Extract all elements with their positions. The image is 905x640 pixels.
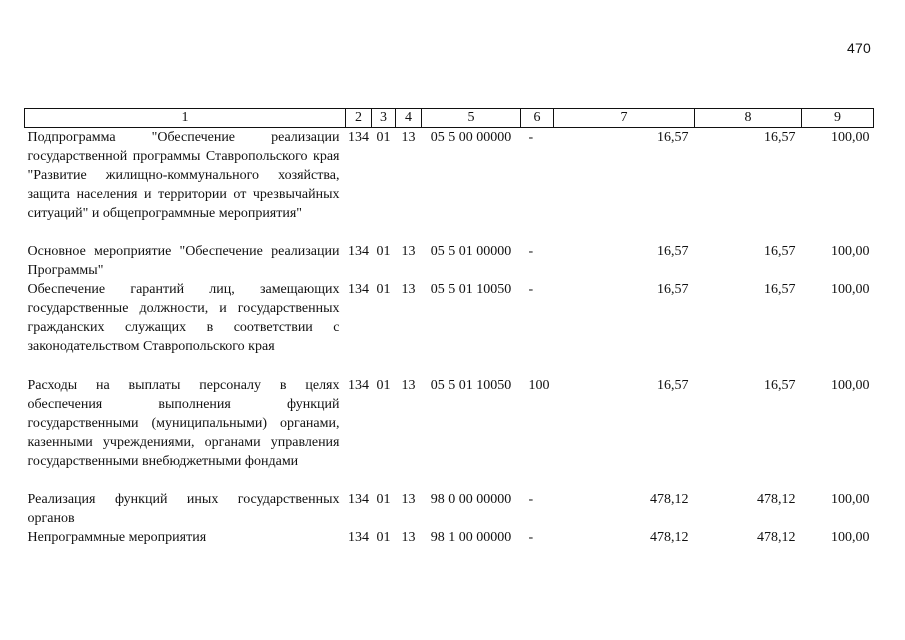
row-amount-planned: 16,57: [657, 244, 689, 259]
table-row: [25, 490, 874, 528]
row-name: Расходы на выплаты персоналу в целях обеспечения выполнения функций государственными (муниципальными) органами, казенными учреждениями, органами управления государственными внебюджетными фондами: [27, 378, 340, 469]
row-amount-executed: 16,57: [764, 130, 796, 145]
page-number: 470: [847, 40, 871, 56]
row-expense-type: -: [528, 244, 534, 259]
row-amount-planned: 478,12: [650, 530, 689, 545]
header-col-4: 4: [396, 109, 422, 128]
row-name: Основное мероприятие "Обеспечение реализации Программы": [27, 244, 340, 278]
row-ministry-code: 134: [348, 378, 369, 393]
row-amount-executed: 16,57: [764, 244, 796, 259]
row-section-code: 01: [376, 492, 391, 507]
row-target-code: 05 5 01 10050: [430, 378, 512, 393]
table-row: [25, 376, 874, 490]
row-ministry-code: 134: [348, 244, 369, 259]
row-subsection-code: 13: [401, 492, 416, 507]
header-col-1: 1: [25, 109, 346, 128]
row-amount-executed: 478,12: [757, 492, 796, 507]
row-percent: 100,00: [831, 130, 870, 145]
row-expense-type: -: [528, 282, 534, 297]
row-name: Обеспечение гарантий лиц, замещающих государственные должности, и государственных гражданских служащих в соответствии с законодательством Ставропольского края: [27, 282, 340, 354]
header-col-3: 3: [372, 109, 396, 128]
row-subsection-code: 13: [401, 130, 416, 145]
row-subsection-code: 13: [401, 530, 416, 545]
table-row: [25, 242, 874, 280]
row-amount-executed: 478,12: [757, 530, 796, 545]
row-amount-planned: 16,57: [657, 282, 689, 297]
row-target-code: 05 5 01 10050: [430, 282, 512, 297]
row-section-code: 01: [376, 530, 391, 545]
row-name: Подпрограмма "Обеспечение реализации государственной программы Ставропольского края "Развитие жилищно-коммунального хозяйства, защита населения и территории от чрезвычайных ситуаций" и общепрограммные мероприятия": [27, 130, 340, 221]
row-section-code: 01: [376, 244, 391, 259]
table-row: [25, 128, 874, 243]
header-col-2: 2: [346, 109, 372, 128]
row-target-code: 98 0 00 00000: [430, 492, 512, 507]
row-ministry-code: 134: [348, 282, 369, 297]
row-target-code: 98 1 00 00000: [430, 530, 512, 545]
row-ministry-code: 134: [348, 530, 369, 545]
table-row: [25, 528, 874, 548]
header-row: [25, 109, 874, 128]
row-ministry-code: 134: [348, 130, 369, 145]
budget-table: [24, 108, 874, 548]
table-row: [25, 280, 874, 376]
row-section-code: 01: [376, 130, 391, 145]
row-subsection-code: 13: [401, 378, 416, 393]
row-expense-type: -: [528, 492, 534, 507]
row-amount-executed: 16,57: [764, 378, 796, 393]
row-percent: 100,00: [831, 492, 870, 507]
row-percent: 100,00: [831, 282, 870, 297]
row-amount-executed: 16,57: [764, 282, 796, 297]
table-body: [25, 128, 874, 549]
row-percent: 100,00: [831, 378, 870, 393]
row-subsection-code: 13: [401, 244, 416, 259]
row-target-code: 05 5 00 00000: [430, 130, 512, 145]
row-expense-type: -: [528, 530, 534, 545]
row-section-code: 01: [376, 378, 391, 393]
row-target-code: 05 5 01 00000: [430, 244, 512, 259]
row-subsection-code: 13: [401, 282, 416, 297]
header-col-6: 6: [521, 109, 554, 128]
row-expense-type: -: [528, 130, 534, 145]
row-ministry-code: 134: [348, 492, 369, 507]
header-col-5: 5: [422, 109, 521, 128]
row-name: Реализация функций иных государственных органов: [27, 492, 340, 526]
row-section-code: 01: [376, 282, 391, 297]
header-col-9: 9: [802, 109, 874, 128]
row-name: Непрограммные мероприятия: [27, 530, 207, 545]
row-percent: 100,00: [831, 244, 870, 259]
row-amount-planned: 16,57: [657, 378, 689, 393]
header-col-7: 7: [554, 109, 695, 128]
row-expense-type: 100: [528, 378, 550, 393]
row-amount-planned: 478,12: [650, 492, 689, 507]
table-header: [25, 109, 874, 128]
row-amount-planned: 16,57: [657, 130, 689, 145]
header-col-8: 8: [695, 109, 802, 128]
row-percent: 100,00: [831, 530, 870, 545]
